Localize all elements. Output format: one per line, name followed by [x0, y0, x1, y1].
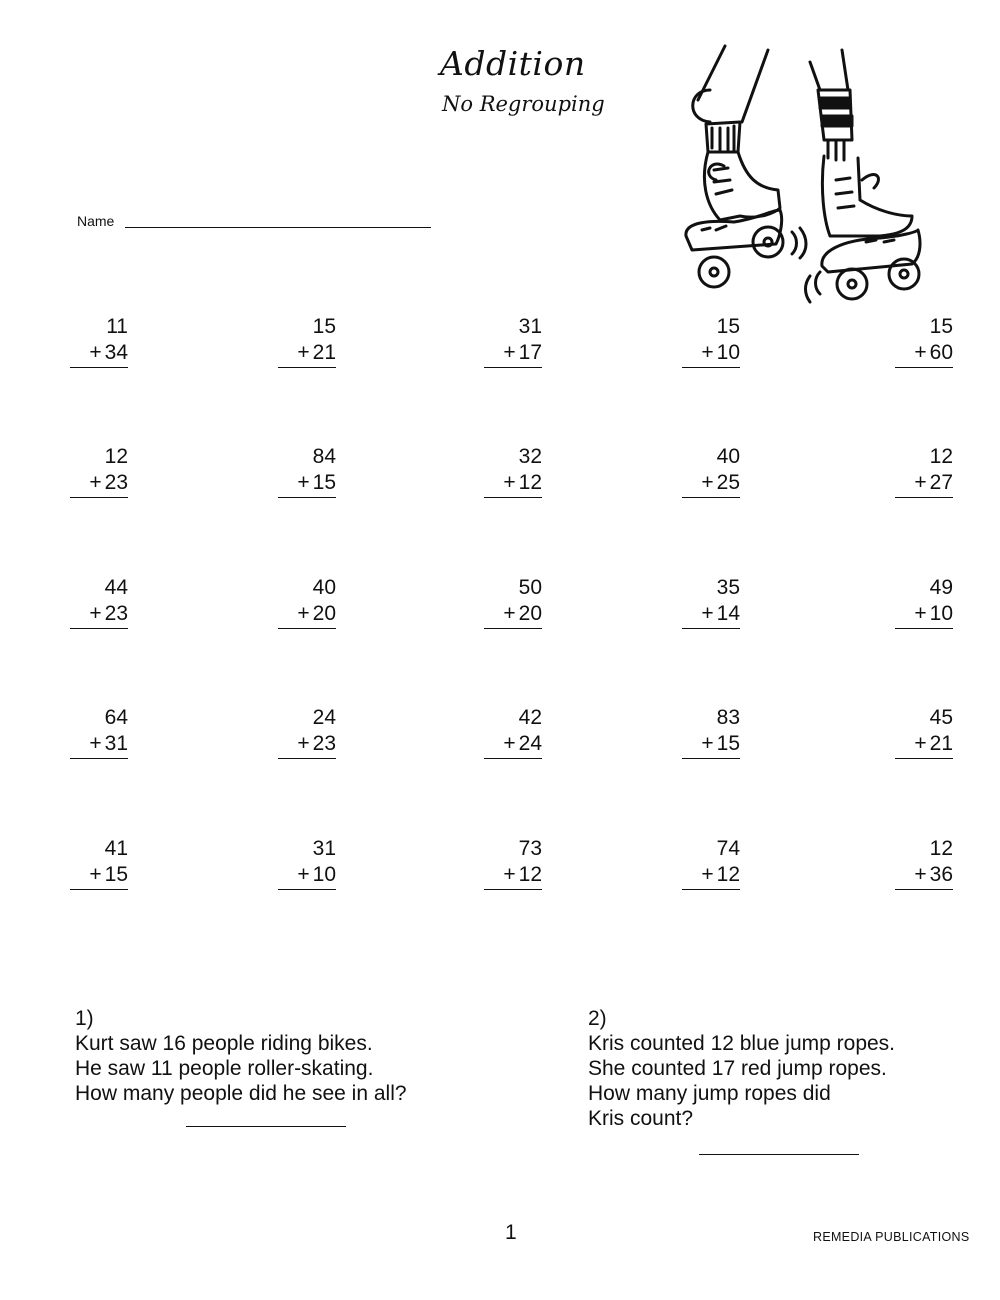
- problem-top-number: 32: [518, 445, 542, 468]
- plus-sign: +: [701, 602, 714, 625]
- problem-top-number: 42: [518, 706, 542, 729]
- problem-bottom-number: 15: [716, 732, 740, 755]
- problem-bottom-row: [682, 862, 740, 890]
- problem-top-number: 49: [929, 576, 953, 599]
- problem-bottom-row: [484, 862, 542, 890]
- problem-bottom-number: 21: [312, 341, 336, 364]
- name-label: Name: [77, 213, 115, 229]
- problem-top-number: 15: [716, 315, 740, 338]
- name-line[interactable]: [125, 227, 431, 228]
- addition-problem: [895, 314, 953, 376]
- problem-bottom-number: 14: [716, 602, 740, 625]
- problem-bottom-number: 34: [104, 341, 128, 364]
- word-problem-line: He saw 11 people roller-skating.: [75, 1057, 374, 1080]
- word-problem-line: Kurt saw 16 people riding bikes.: [75, 1032, 373, 1055]
- problem-top-number: 15: [929, 315, 953, 338]
- problem-top-number: 50: [518, 576, 542, 599]
- roller-skates-icon: [680, 40, 930, 310]
- plus-sign: +: [89, 732, 102, 755]
- problem-top-number: 12: [929, 445, 953, 468]
- problem-top-number: 12: [929, 837, 953, 860]
- problem-bottom-number: 36: [929, 863, 953, 886]
- addition-problem: [895, 444, 953, 506]
- problem-top-number: 41: [104, 837, 128, 860]
- problem-bottom-row: [278, 470, 336, 498]
- problem-bottom-number: 12: [518, 863, 542, 886]
- problem-bottom-row: [682, 340, 740, 368]
- problem-bottom-row: [70, 470, 128, 498]
- problem-bottom-row: [682, 601, 740, 629]
- worksheet-title: Addition: [440, 44, 586, 83]
- problem-bottom-number: 20: [312, 602, 336, 625]
- plus-sign: +: [297, 471, 310, 494]
- problem-top-number: 45: [929, 706, 953, 729]
- problem-bottom-number: 10: [716, 341, 740, 364]
- problem-bottom-number: 24: [518, 732, 542, 755]
- addition-problem: [895, 836, 953, 898]
- plus-sign: +: [297, 341, 310, 364]
- problem-top-number: 64: [104, 706, 128, 729]
- word-problem-line: Kris count?: [588, 1107, 694, 1130]
- problem-bottom-number: 23: [104, 471, 128, 494]
- problem-bottom-number: 15: [104, 863, 128, 886]
- plus-sign: +: [914, 732, 927, 755]
- problem-top-number: 31: [518, 315, 542, 338]
- problem-top-number: 83: [716, 706, 740, 729]
- addition-problem: [70, 705, 128, 767]
- problem-bottom-number: 27: [929, 471, 953, 494]
- problem-top-number: 44: [104, 576, 128, 599]
- problem-bottom-number: 23: [104, 602, 128, 625]
- problem-bottom-number: 15: [312, 471, 336, 494]
- addition-problem: [70, 575, 128, 637]
- plus-sign: +: [503, 863, 516, 886]
- problem-bottom-number: 12: [716, 863, 740, 886]
- addition-problem: [278, 575, 336, 637]
- problem-bottom-row: [278, 340, 336, 368]
- addition-problem: [484, 444, 542, 506]
- addition-problem: [70, 314, 128, 376]
- plus-sign: +: [297, 732, 310, 755]
- word-problem-line: How many people did he see in all?: [75, 1082, 407, 1105]
- problem-bottom-row: [484, 340, 542, 368]
- problem-bottom-row: [278, 731, 336, 759]
- problem-top-number: 40: [312, 576, 336, 599]
- word-problem-2: [588, 1006, 895, 1131]
- problem-bottom-number: 25: [716, 471, 740, 494]
- plus-sign: +: [297, 863, 310, 886]
- plus-sign: +: [914, 341, 927, 364]
- plus-sign: +: [914, 471, 927, 494]
- addition-problem: [278, 314, 336, 376]
- plus-sign: +: [701, 471, 714, 494]
- problem-top-number: 12: [104, 445, 128, 468]
- problem-top-number: 74: [716, 837, 740, 860]
- problem-bottom-row: [484, 731, 542, 759]
- addition-problem: [484, 705, 542, 767]
- problem-bottom-number: 20: [518, 602, 542, 625]
- problem-bottom-number: 12: [518, 471, 542, 494]
- plus-sign: +: [89, 863, 102, 886]
- problem-bottom-row: [895, 601, 953, 629]
- word-problem-number: 1): [75, 1007, 94, 1030]
- addition-problem: [70, 836, 128, 898]
- addition-problem: [682, 444, 740, 506]
- word-problem-number: 2): [588, 1007, 607, 1030]
- addition-problem: [484, 575, 542, 637]
- problem-bottom-row: [895, 862, 953, 890]
- problem-bottom-row: [484, 601, 542, 629]
- plus-sign: +: [503, 341, 516, 364]
- problem-bottom-row: [70, 601, 128, 629]
- word-problem-line: She counted 17 red jump ropes.: [588, 1057, 887, 1080]
- addition-problem: [484, 314, 542, 376]
- problem-bottom-row: [70, 862, 128, 890]
- plus-sign: +: [89, 341, 102, 364]
- addition-problem: [895, 705, 953, 767]
- problem-top-number: 24: [312, 706, 336, 729]
- problem-bottom-number: 17: [518, 341, 542, 364]
- addition-problem: [682, 836, 740, 898]
- problem-bottom-row: [682, 470, 740, 498]
- answer-line-2[interactable]: [699, 1154, 859, 1155]
- problem-bottom-number: 10: [929, 602, 953, 625]
- plus-sign: +: [89, 602, 102, 625]
- problem-bottom-row: [70, 731, 128, 759]
- addition-problem: [895, 575, 953, 637]
- problem-bottom-row: [70, 340, 128, 368]
- addition-problem: [70, 444, 128, 506]
- publisher-name: REMEDIA PUBLICATIONS: [813, 1230, 970, 1244]
- page-number: 1: [505, 1221, 517, 1244]
- addition-problem: [682, 575, 740, 637]
- plus-sign: +: [701, 863, 714, 886]
- problem-bottom-row: [895, 731, 953, 759]
- plus-sign: +: [503, 471, 516, 494]
- plus-sign: +: [914, 863, 927, 886]
- problem-top-number: 35: [716, 576, 740, 599]
- answer-line-1[interactable]: [186, 1126, 346, 1127]
- plus-sign: +: [503, 732, 516, 755]
- problem-bottom-row: [278, 601, 336, 629]
- problem-bottom-number: 31: [104, 732, 128, 755]
- plus-sign: +: [297, 602, 310, 625]
- plus-sign: +: [914, 602, 927, 625]
- problem-top-number: 73: [518, 837, 542, 860]
- plus-sign: +: [701, 341, 714, 364]
- word-problem-line: How many jump ropes did: [588, 1082, 831, 1105]
- addition-problem: [682, 314, 740, 376]
- problem-bottom-number: 10: [312, 863, 336, 886]
- worksheet-subtitle: No Regrouping: [442, 92, 605, 116]
- addition-problem: [278, 836, 336, 898]
- problem-top-number: 11: [106, 315, 128, 338]
- problem-bottom-row: [484, 470, 542, 498]
- plus-sign: +: [89, 471, 102, 494]
- problem-bottom-number: 23: [312, 732, 336, 755]
- word-problem-line: Kris counted 12 blue jump ropes.: [588, 1032, 896, 1055]
- problem-top-number: 31: [312, 837, 336, 860]
- problem-bottom-number: 60: [929, 341, 953, 364]
- problem-bottom-row: [895, 340, 953, 368]
- problem-bottom-row: [278, 862, 336, 890]
- addition-problem: [278, 705, 336, 767]
- plus-sign: +: [503, 602, 516, 625]
- addition-problem: [682, 705, 740, 767]
- problem-top-number: 15: [312, 315, 336, 338]
- word-problem-1: [75, 1006, 407, 1106]
- addition-problem: [484, 836, 542, 898]
- plus-sign: +: [701, 732, 714, 755]
- addition-problem: [278, 444, 336, 506]
- problem-bottom-row: [682, 731, 740, 759]
- problem-top-number: 84: [312, 445, 336, 468]
- problem-top-number: 40: [716, 445, 740, 468]
- problem-bottom-number: 21: [929, 732, 953, 755]
- problem-bottom-row: [895, 470, 953, 498]
- name-field: [77, 212, 437, 232]
